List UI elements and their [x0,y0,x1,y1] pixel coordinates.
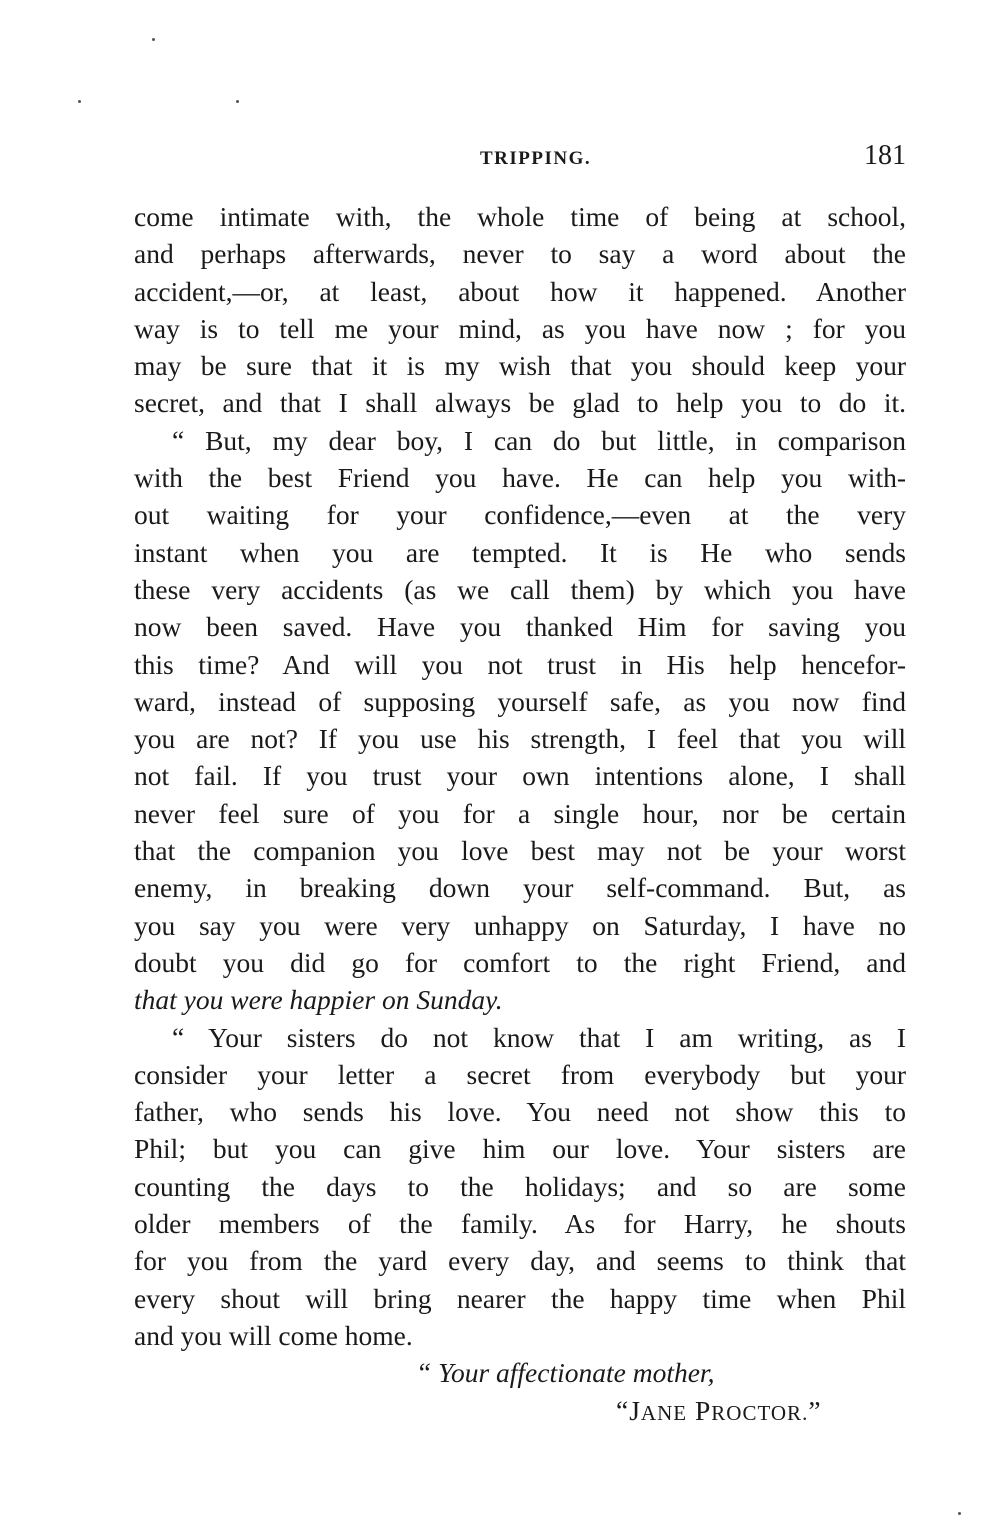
text-line: that the companion you love best may not be your worst [134,835,906,867]
letter-signature [134,1392,906,1429]
scan-speck [152,38,155,41]
text-line: Phil; but you can give him our love. Your sisters are [134,1133,906,1165]
text-line: secret, and that I shall always be glad to help you to do it. [134,387,906,419]
text-line: you say you were very unhappy on Saturday, I have no [134,909,906,941]
closing-text: “ Your affectionate mother, [416,1357,715,1389]
text-line: doubt you did go for comfort to the right Friend, and [134,946,906,978]
text-line: these very accidents (as we call them) by which you have [134,573,906,605]
text-line: ward, instead of supposing yourself safe, as you now find [134,685,906,717]
text-line: you are not? If you use his strength, I feel that you will [134,723,906,755]
text-line: instant when you are tempted. It is He who sends [134,536,906,568]
text-line: enemy, in breaking down your self-command. But, as [134,872,906,904]
signature-last-rest: ROCTOR. [711,1400,809,1425]
text-line: consider your letter a secret from everybody but your [134,1058,906,1090]
text-line: and perhaps afterwards, never to say a word about the [134,238,906,270]
text-line: counting the days to the holidays; and so are some [134,1170,906,1202]
text-line: come intimate with, the whole time of being at school, [134,201,906,232]
scan-speck [78,100,81,103]
text-line: “ Your sisters do not know that I am writing, as I [172,1021,906,1053]
text-line: that you were happier on Sunday. [134,984,503,1016]
page-number: 181 [864,140,906,171]
text-line: accident,—or, at least, about how it happened. Another [134,275,906,307]
text-line: not fail. If you trust your own intentions alone, I shall [134,760,906,792]
signature-last-initial: P [694,1394,712,1426]
text-line: and you will come home. [134,1319,413,1351]
text-line: older members of the family. As for Harry, he shouts [134,1208,906,1240]
signature-close-quote: ” [808,1394,822,1426]
text-line: out waiting for your confidence,—even at the very [134,499,906,531]
text-line: never feel sure of you for a single hour, nor be certain [134,797,906,829]
signature-first-rest: ANE [640,1400,688,1425]
scan-speck [236,100,239,103]
page-body [134,198,906,1429]
running-head: TRIPPING. [480,148,592,169]
letter-closing [134,1354,906,1391]
scan-speck [958,1512,961,1515]
text-line: may be sure that it is my wish that you should keep your [134,350,906,382]
text-line: father, who sends his love. You need not show this to [134,1096,906,1128]
text-line: every shout will bring nearer the happy time when Phil [134,1282,906,1314]
signature-first-initial: J [629,1394,641,1426]
signature-open-quote: “ [616,1394,630,1426]
page-header [130,140,910,180]
text-line: “ But, my dear boy, I can do but little, in comparison [172,424,906,456]
text-line: with the best Friend you have. He can help you with- [134,462,906,494]
text-line: for you from the yard every day, and seems to think that [134,1245,906,1277]
text-line: this time? And will you not trust in His help hencefor- [134,648,906,680]
text-line: way is to tell me your mind, as you have now ; for you [134,312,906,344]
text-line: now been saved. Have you thanked Him for saving you [134,611,906,643]
